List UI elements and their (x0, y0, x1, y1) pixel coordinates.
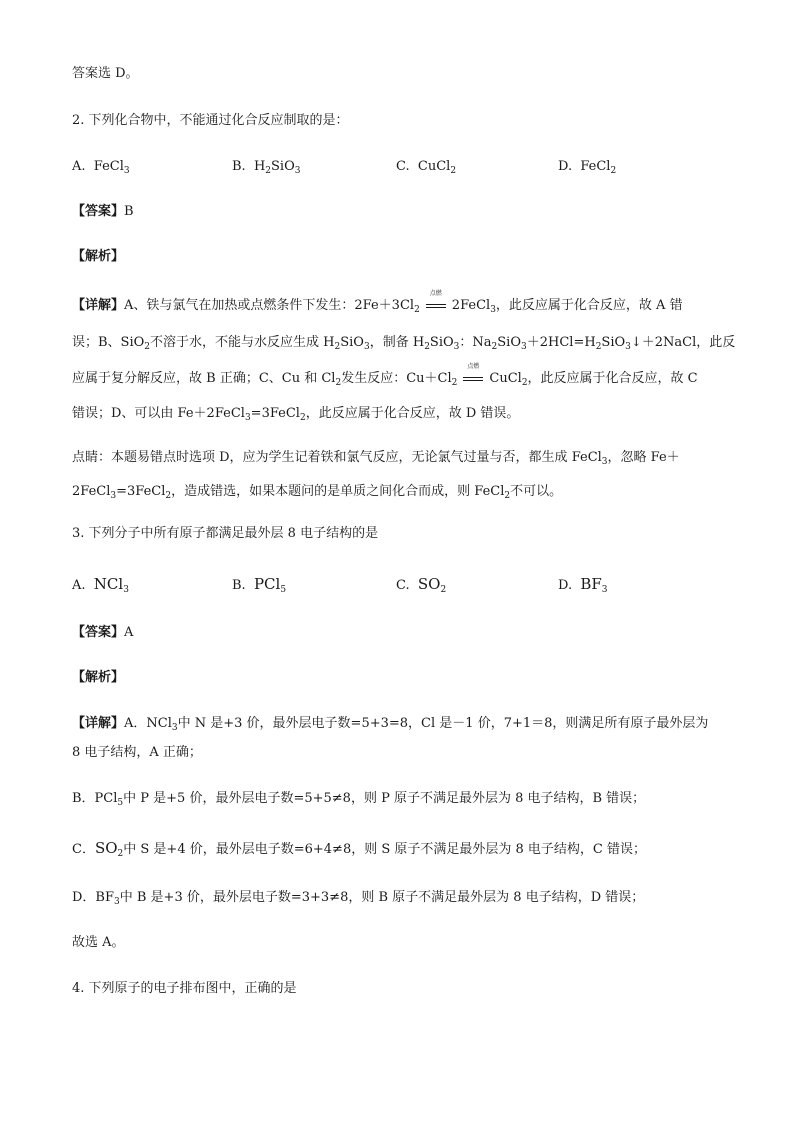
reaction-condition-mark: 点燃 (420, 296, 452, 316)
q3-conclusion: 故选 A。 (72, 935, 125, 950)
question-3-stem: 3. 下列分子中所有原子都满足最外层 8 电子结构的是 (72, 526, 379, 541)
q3-option-d: D. $BF_3$ (558, 575, 608, 595)
q2-option-d: D. FeCl$_2$ (558, 159, 617, 176)
q3-detail-b: B．PCl$_5$中 P 是+5 价，最外层电子数=5+5≠8，则 P 原子不满足最外层为 8 电子结构，B 错误； (72, 791, 646, 808)
q3-detail-c: C．$SO_2$中 S 是+4 价，最外层电子数=6+4≠8，则 S 原子不满足最外层为 8 电子结构，C 错误； (72, 839, 647, 859)
q2-option-a: A. FeCl$_3$ (72, 159, 130, 176)
answer-value: A (124, 625, 134, 640)
question-4-stem: 4. 下列原子的电子排布图中，正确的是 (72, 981, 297, 996)
q2-detail-line-4: 错误；D、可以由 Fe＋2FeCl$_3$=3FeCl$_2$，此反应属于化合反应，故 D 错误。 (72, 406, 520, 423)
q2-option-c: C. CuCl$_2$ (396, 159, 457, 176)
q2-detail-line-3: 应属于复分解反应，故 B 正确；C、Cu 和 $Cl_2$发生反应：$Cu+Cl_2$ 点燃 CuCl$_2$，此反应属于化合反应，故 C (72, 363, 698, 388)
answer-line: 答案选 D。 (72, 66, 139, 81)
q2-detail-line-2: 误；B、SiO$_2$不溶于水，不能与水反应生成 $H_2SiO_3$，制备 $H_2SiO_3$：$Na_2SiO_3+2HCl=H_2SiO_3↓+2NaCl$，此反 (72, 335, 736, 352)
q3-detail-d: D．$BF_3$中 B 是+3 价，最外层电子数=3+3≠8，则 B 原子不满足最外层为 8 电子结构，D 错误； (72, 890, 645, 907)
q3-detail-a-line-2: 8 电子结构，A 正确； (72, 745, 202, 760)
answer-label: 【答案】 (72, 204, 125, 219)
q2-note-line-2: 2FeCl$_3$=3FeCl$_2$，造成错选，如果本题问的是单质之间化合而成，则 FeCl$_2$不可以。 (72, 484, 563, 501)
answer-label: 【答案】 (72, 625, 125, 640)
q3-option-c: C. $SO_2$ (396, 575, 447, 595)
reaction-condition-mark: 点燃 (457, 369, 489, 389)
q3-option-a: A. NCl$_3$ (72, 575, 129, 595)
q2-analysis-label: 【解析】 (72, 249, 125, 264)
question-2-stem: 2. 下列化合物中，不能通过化合反应制取的是： (72, 113, 349, 128)
q2-detail-line-1: 【详解】A、铁与氯气在加热或点燃条件下发生：$2Fe+3Cl_2$ 点燃 2FeCl$_3$，此反应属于化合反应，故 A 错 (72, 290, 683, 315)
q2-option-b: B. $H_2SiO_3$ (232, 159, 301, 176)
q3-detail-a-line-1: 【详解】A．NCl$_3$中 N 是+3 价，最外层电子数=5+3=8，Cl 是－1 价，7+1＝8，则满足所有原子最外层为 (72, 716, 709, 733)
q3-option-b: B. PCl$_5$ (232, 575, 287, 595)
q2-note-line-1: 点睛：本题易错点时选项 D，应为学生记着铁和氯气反应，无论氯气过量与否，都生成 FeCl$_3$，忽略 Fe＋ (72, 450, 680, 467)
q3-analysis-label: 【解析】 (72, 670, 125, 685)
q3-answer (72, 623, 133, 643)
q2-answer (72, 202, 134, 222)
answer-value: B (124, 204, 134, 219)
